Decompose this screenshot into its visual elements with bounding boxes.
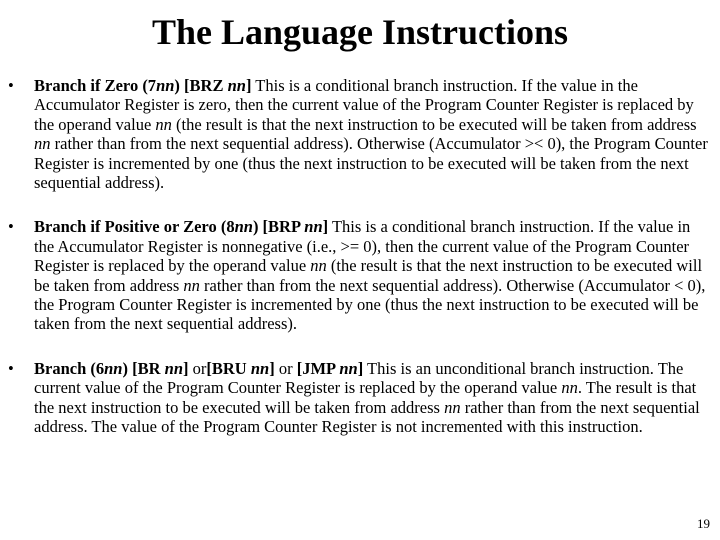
text-run: or [274,358,297,378]
text-run: This is a conditional branch instruction. If the value in the Accumulator Register is zero, then the current value of the Program Counter Register is replaced by the operand value [34,76,694,134]
text-run-b: ] [183,358,189,378]
instruction-list [8,76,714,437]
text-run-b: [JMP [296,358,340,378]
text-run: . The result is that the next instruction to be executed will be taken from address [34,378,697,417]
text-run-b: ] [357,358,364,378]
bullet-brz [8,76,714,192]
slide-title: The Language Instructions [151,12,569,52]
text-run-b: [BRU [206,358,251,378]
text-run-bi: nn [104,358,123,378]
text-run-bi: nn [156,76,175,95]
text-run-bi: nn [304,217,323,237]
bullet-text [34,217,705,333]
text-run-bi: nn [339,358,358,378]
text-run-b: ) [BRP [252,217,305,237]
text-run-bi: nn [250,358,270,378]
text-run-i: nn [444,397,461,417]
text-run: rather than from the next sequential address). Otherwise (Accumulator >< 0), the Program Counter Register is incremented by one (thus the next instruction to be executed will be taken from the next sequential address). [34,134,708,193]
text-run-b: Branch if Zero (7 [34,76,157,95]
text-run: or [188,358,207,378]
text-run-b: Branch (6 [34,358,105,378]
text-run-b: Branch if Positive or Zero (8 [34,217,235,237]
bullet-brp [8,217,714,333]
text-run-b: ) [BRZ [174,76,228,95]
text-run-b: ] [322,217,329,237]
text-run-i: nn [34,134,51,154]
page-number: 19 [697,516,710,531]
text-run-bi: nn [227,76,246,95]
bullet-text [34,359,700,436]
text-run-bi: nn [164,358,184,378]
text-run: (the result is that the next instruction to be executed will be taken from address [171,114,697,134]
text-run-i: nn [561,378,578,398]
text-run-bi: nn [234,217,253,237]
text-run-i: nn [310,256,327,276]
bullet-marker: • [8,76,14,95]
text-run-b: ) [BR [122,358,165,378]
text-run: This is a conditional branch instruction. If the value in the Accumulator Register is nonnegative (i.e., >= 0), then the current value of the Program Counter Register is replaced by the operand value [34,217,691,276]
text-run-b: ] [245,76,252,95]
text-run: rather than from the next sequential address. The value of the Program Counter Register is not incremented with this instruction. [34,397,700,437]
text-run: rather than from the next sequential address). Otherwise (Accumulator < 0), the Program Counter Register is incremented by one (thus the next instruction to be executed will be taken from the next sequential address). [34,275,706,334]
text-run-i: nn [155,114,172,134]
bullet-marker: • [8,358,14,378]
text-run-b: ] [269,358,275,378]
bullet-br [8,359,714,437]
text-run: This is an unconditional branch instruction. The current value of the Program Counter Register is replaced by the operand value [34,358,684,398]
text-run-i: nn [183,275,200,295]
text-run: (the result is that the next instruction to be executed will be taken from address [34,256,703,295]
bullet-marker: • [8,217,14,237]
bullet-text [34,76,708,192]
